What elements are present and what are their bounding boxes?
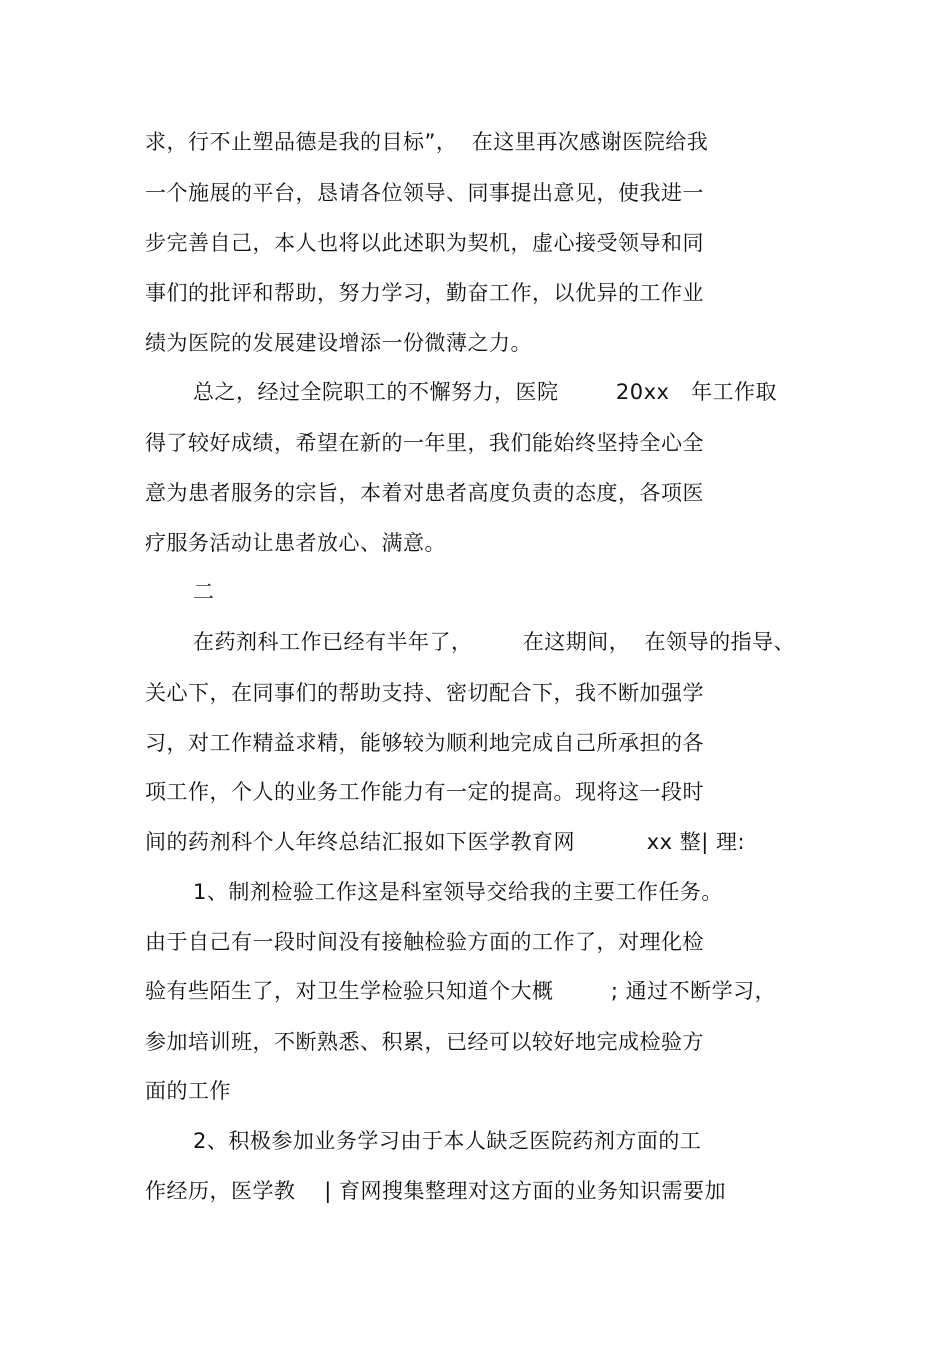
text-line: 步完善自己，本人也将以此述职为契机，虚心接受领导和同	[145, 231, 704, 255]
text-line: 项工作，个人的业务工作能力有一定的提高。现将这一段时	[145, 780, 704, 804]
text-line: 疗服务活动让患者放心、满意。	[145, 531, 446, 555]
text-line: 习，对工作精益求精，能够较为顺利地完成自己所承担的各	[145, 731, 704, 755]
text-line: 2、积极参加业务学习由于本人缺乏医院药剂方面的工	[193, 1129, 702, 1153]
text-line: 作经历，医学教 | 育网搜集整理对这方面的业务知识需要加	[145, 1179, 726, 1203]
text-line: 总之，经过全院职工的不懈努力，医院 20xx 年工作取	[193, 380, 778, 404]
text-line: 绩为医院的发展建设增添一份微薄之力。	[145, 331, 532, 355]
text-line: 得了较好成绩，希望在新的一年里，我们能始终坚持全心全	[145, 431, 704, 455]
text-line: 由于自己有一段时间没有接触检验方面的工作了，对理化检	[145, 930, 704, 954]
text-line: 意为患者服务的宗旨，本着对患者高度负责的态度，各项医	[145, 481, 704, 505]
text-line: 一个施展的平台，恳请各位领导、同事提出意见，使我进一	[145, 181, 704, 205]
text-line: 面的工作	[145, 1079, 231, 1103]
text-line: 事们的批评和帮助，努力学习，勤奋工作，以优异的工作业	[145, 281, 704, 305]
section-heading: 二	[193, 580, 215, 604]
text-line: 参加培训班，不断熟悉、积累，已经可以较好地完成检验方	[145, 1030, 704, 1054]
text-line: 验有些陌生了，对卫生学检验只知道个大概 ; 通过不断学习，	[145, 979, 777, 1003]
text-line: 在药剂科工作已经有半年了， 在这期间， 在领导的指导、	[193, 630, 796, 654]
text-line: 求，行不止塑品德是我的目标”， 在这里再次感谢医院给我	[145, 130, 709, 154]
text-line: 1、制剂检验工作这是科室领导交给我的主要工作任务。	[193, 880, 723, 904]
text-line: 关心下，在同事们的帮助支持、密切配合下，我不断加强学	[145, 681, 704, 705]
text-line: 间的药剂科个人年终总结汇报如下医学教育网 xx 整| 理:	[145, 830, 746, 854]
